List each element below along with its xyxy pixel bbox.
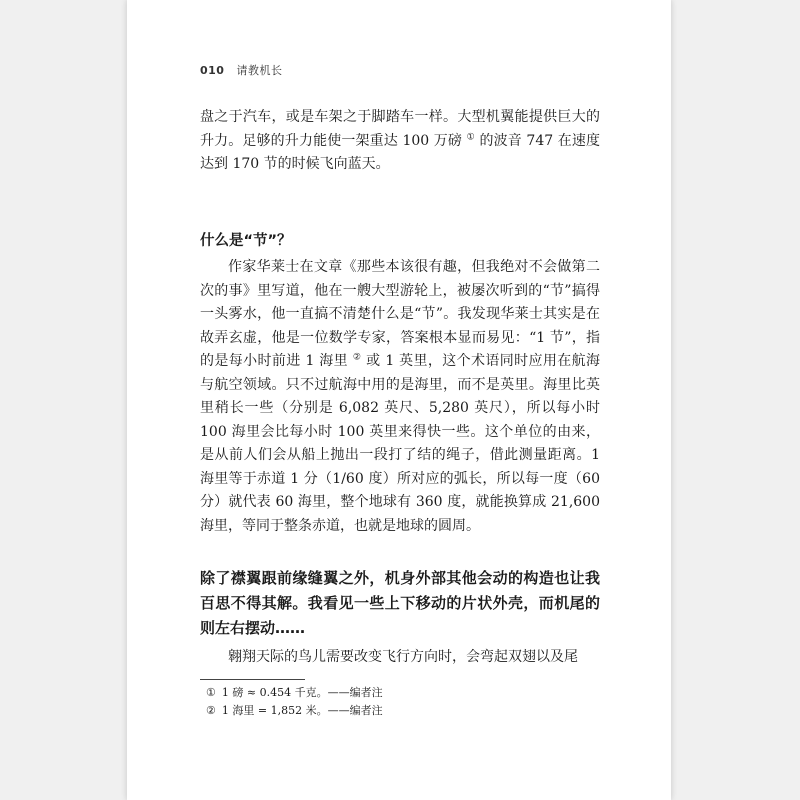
reader-question: 除了襟翼跟前缘缝翼之外，机身外部其他会动的构造也让我百思不得其解。我看见一些上下移动的片状外壳，而机尾的则左右摆动…… <box>200 569 600 637</box>
running-header <box>200 62 282 78</box>
top-paragraph-text-a: 盘之于汽车，或是车架之于脚踏车一样。大型机翼能提供巨大的升力。足够的升力能使一架重达 100 万磅 <box>200 109 600 149</box>
knot-paragraph-block <box>200 256 600 538</box>
top-paragraph <box>200 106 600 177</box>
footnote-1-text: 1 磅 ≈ 0.454 千克。——编者注 <box>221 686 383 699</box>
footnote-1 <box>206 684 383 702</box>
answer-start: 翱翔天际的鸟儿需要改变飞行方向时，会弯起双翅以及尾 <box>228 649 578 665</box>
knot-paragraph-text-a: 作家华莱士在文章《那些本该很有趣，但我绝对不会做第二次的事》里写道，他在一艘大型游轮上，被屡次听到的“节”搞得一头雾水，他一直搞不清楚什么是“节”。我发现华莱士其实是在故弄玄虚，他是一位数学专家，答案根本显而易见：“1 节”，指的是每小时前进 1 海里 <box>200 259 600 369</box>
footnote-2 <box>206 702 383 720</box>
footnotes <box>206 684 383 720</box>
section-heading: 什么是“节”？ <box>200 233 292 249</box>
book-title: 请教机长 <box>236 64 283 77</box>
top-paragraph-block <box>200 106 600 177</box>
page-number: 010 <box>200 64 225 77</box>
footnote-divider <box>200 679 305 680</box>
knot-paragraph <box>200 256 600 538</box>
knot-paragraph-text-b: 或 1 英里，这个术语同时应用在航海与航空领域。只不过航海中用的是海里，而不是英里。海里比英里稍长一些（分别是 6,082 英尺、5,280 英尺），所以每小时 100 海里会比每小时 100 英里来得快一些。这个单位的由来，是从前人们会从船上抛出一段打了结的绳子，借此测量距离。1 海里等于赤道 1 分（1/60 度）所对应的弧长，所以每一度（60 分）就代表 60 海里，整个地球有 360 度，就能换算成 21,600 海里，等同于整条赤道，也就是地球的圆周。 <box>200 353 601 534</box>
footnote-ref-2: ② <box>352 352 362 363</box>
footnote-ref-1: ① <box>466 131 475 142</box>
footnote-2-mark: ② <box>206 704 216 717</box>
footnote-2-text: 1 海里 = 1,852 米。——编者注 <box>221 704 383 717</box>
top-paragraph-text-b: 的波音 747 在速度达到 170 节的时候飞向蓝天。 <box>200 132 601 172</box>
footnote-1-mark: ① <box>206 686 216 699</box>
